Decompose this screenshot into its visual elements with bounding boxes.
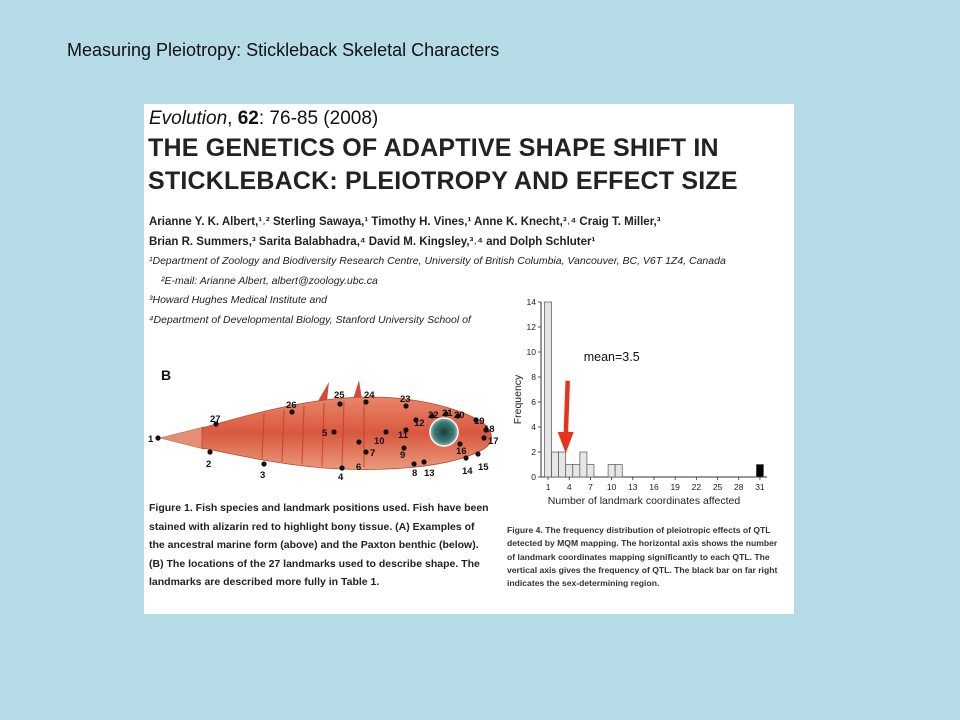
landmark-label: 14: [462, 466, 473, 477]
landmark-label: 21: [442, 408, 453, 419]
authors-line: Brian R. Summers,³ Sarita Balabhadra,⁴ David M. Kingsley,³˒⁴ and Dolph Schluter¹: [149, 236, 596, 248]
landmark-dot: [363, 449, 368, 454]
pleiotropy-histogram: [509, 294, 794, 514]
slide-title: Measuring Pleiotropy: Stickleback Skeletal Characters: [67, 40, 500, 60]
x-tick-label: 10: [606, 482, 617, 492]
x-tick-label: 4: [566, 482, 572, 492]
affiliation-line: ⁴Department of Developmental Biology, Stanford University School of: [149, 313, 471, 326]
landmark-dot: [475, 451, 480, 456]
caption-line: Figure 4. The frequency distribution of pleiotropic effects of QTL: [507, 525, 771, 535]
landmark-dot: [481, 435, 486, 440]
landmark-label: 24: [364, 390, 375, 401]
x-tick-label: 1: [545, 482, 551, 492]
fish-eye-shape: [430, 418, 458, 446]
landmark-label: 19: [474, 416, 485, 427]
caption-line: of landmark coordinates mapping significantly to each QTL. The: [507, 551, 770, 562]
landmark-dot: [339, 465, 344, 470]
histogram-bar: [566, 465, 573, 478]
landmark-label: 13: [424, 468, 435, 479]
stickleback-fish-figure: [144, 372, 509, 482]
landmark-dot: [383, 429, 388, 434]
figure1-caption: [149, 499, 509, 592]
mean-arrow-head: [558, 432, 574, 453]
histogram-bar: [608, 465, 615, 478]
y-tick-label: 0: [531, 472, 536, 482]
paper-authors: [149, 212, 661, 252]
affiliation-line: ¹Department of Zoology and Biodiversity Research Centre, University of British Columbia, Vancouver, BC, V6T 1Z4, Canada: [149, 255, 726, 267]
x-tick-label: 28: [734, 482, 744, 492]
authors-line: Arianne Y. K. Albert,¹˒² Sterling Sawaya,¹ Timothy H. Vines,¹ Anne K. Knecht,³˒⁴ Craig T. Miller,³: [149, 216, 661, 228]
paper-title: [148, 132, 738, 198]
affiliation-line: ³Howard Hughes Medical Institute and: [149, 294, 328, 306]
landmark-label: 12: [414, 418, 425, 429]
fish-tail-shape: [160, 427, 204, 449]
mean-arrow-shaft: [566, 381, 568, 437]
landmark-label: 23: [400, 394, 411, 405]
landmark-dot: [331, 429, 336, 434]
landmark-label: 18: [484, 424, 495, 435]
y-tick-label: 2: [531, 447, 536, 457]
y-tick-label: 14: [526, 297, 536, 307]
paper-excerpt-image: [144, 104, 794, 614]
histogram-bar: [545, 302, 552, 477]
landmark-dot: [337, 401, 342, 406]
landmark-label: 22: [428, 410, 439, 421]
histogram-bar: [580, 452, 587, 477]
landmark-dot: [207, 449, 212, 454]
histogram-bar: [552, 452, 559, 477]
landmark-label: 2: [206, 459, 212, 470]
x-axis-label: Number of landmark coordinates affected: [547, 495, 741, 507]
caption-line: Figure 1. Fish species and landmark positions used. Fish have been: [149, 502, 489, 514]
y-tick-label: 6: [531, 397, 536, 407]
landmark-dot: [155, 435, 160, 440]
caption-line: (B) The locations of the 27 landmarks used to describe shape. The: [149, 557, 480, 570]
landmark-dot: [356, 439, 361, 444]
landmark-label: 3: [260, 470, 266, 481]
paper-title-line: STICKLEBACK: PLEIOTROPY AND EFFECT SIZE: [148, 167, 738, 195]
landmark-label: 25: [334, 390, 345, 401]
caption-line: landmarks are described more fully in Table 1.: [149, 576, 380, 588]
y-tick-label: 10: [526, 347, 536, 357]
histogram-bar: [587, 465, 594, 478]
landmark-label: 9: [400, 450, 406, 461]
landmark-label: 8: [412, 468, 418, 479]
y-tick-label: 4: [531, 422, 536, 432]
x-tick-label: 16: [649, 482, 659, 492]
histogram-bar: [756, 465, 763, 478]
histogram-bar: [559, 452, 566, 477]
landmark-label: 26: [286, 400, 297, 411]
landmark-dot: [261, 461, 266, 466]
mean-annotation: mean=3.5: [583, 349, 640, 364]
journal-citation: Evolution, 62: 76-85 (2008): [149, 108, 379, 129]
landmark-label: 1: [148, 434, 154, 445]
landmark-label: 11: [398, 430, 409, 441]
affiliation-line: ²E-mail: Arianne Albert, albert@zoology.ubc.ca: [161, 274, 378, 287]
y-tick-label: 8: [531, 372, 536, 382]
x-tick-label: 31: [755, 482, 765, 492]
histogram-bar: [573, 465, 580, 478]
caption-line: detected by MQM mapping. The horizontal axis shows the number: [507, 538, 778, 549]
landmark-dot: [411, 461, 416, 466]
x-tick-label: 19: [670, 482, 680, 492]
y-axis-label: Frequency: [512, 374, 524, 425]
landmark-label: 16: [456, 446, 467, 457]
journal-pages: : 76-85 (2008): [258, 108, 379, 129]
x-tick-label: 13: [628, 482, 638, 492]
journal-volume: 62: [237, 108, 259, 129]
landmark-label: 27: [210, 414, 221, 425]
landmark-label: 15: [478, 462, 489, 473]
landmark-label: 10: [374, 436, 385, 447]
x-tick-label: 22: [691, 482, 702, 492]
x-tick-label: 7: [588, 482, 593, 492]
landmark-label: 6: [356, 462, 362, 473]
caption-line: stained with alizarin red to highlight bony tissue. (A) Examples of: [149, 520, 475, 533]
landmark-label: 20: [454, 410, 465, 421]
y-tick-label: 12: [526, 322, 536, 332]
landmark-label: 5: [322, 428, 328, 439]
histogram-bar: [615, 465, 622, 478]
caption-line: the ancestral marine form (above) and the Paxton benthic (below).: [149, 539, 479, 551]
journal-name: Evolution: [149, 108, 228, 129]
landmark-label: 7: [370, 448, 376, 459]
caption-line: indicates the sex-determining region.: [507, 578, 660, 589]
figure1-panel-label: B: [161, 367, 172, 383]
paper-title-line: THE GENETICS OF ADAPTIVE SHAPE SHIFT IN: [148, 134, 719, 162]
x-tick-label: 25: [712, 482, 723, 492]
landmark-dot: [421, 459, 426, 464]
figure4-caption: [507, 524, 792, 590]
caption-line: vertical axis gives the frequency of QTL. The black bar on far right: [507, 564, 778, 575]
landmark-label: 17: [488, 436, 499, 447]
landmark-label: 4: [338, 472, 344, 482]
